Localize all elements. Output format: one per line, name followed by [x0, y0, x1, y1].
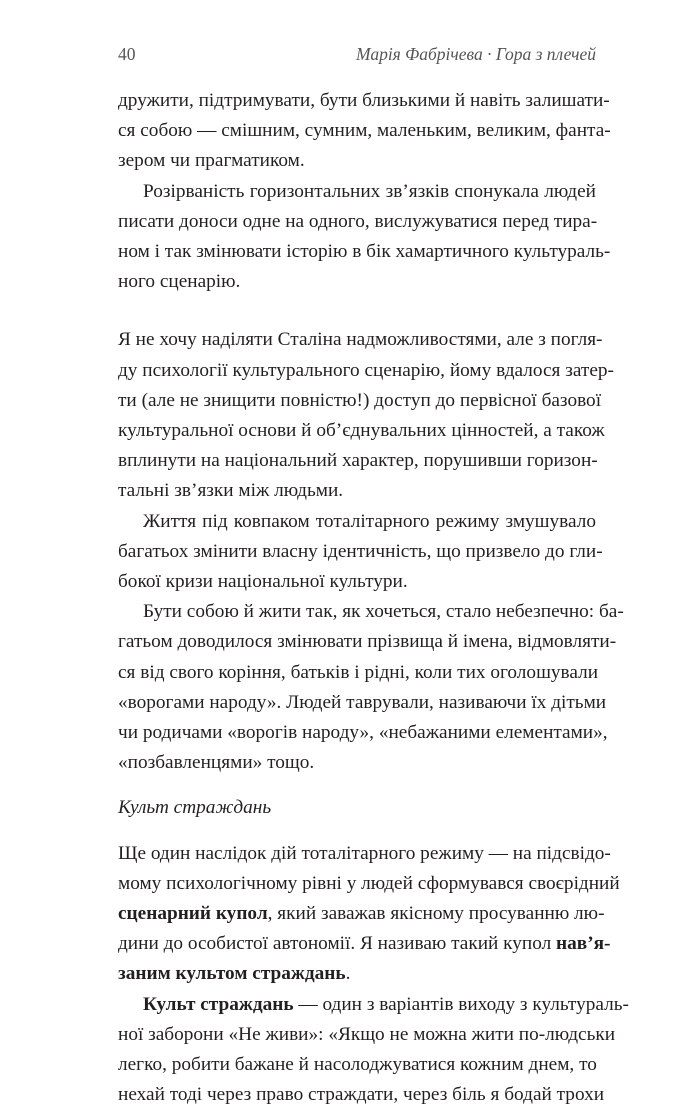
page-number: 40: [118, 44, 136, 64]
bold-term: нав’я-: [556, 933, 611, 955]
text-line: мому психологічному рівні у людей сформувався своєрідний: [118, 872, 620, 894]
section-break: [118, 824, 596, 839]
text-line: [118, 899, 605, 929]
text-line: ного сценарію.: [118, 271, 241, 293]
text-line: [118, 929, 611, 959]
text-line: ся собою — смішним, сумним, маленьким, великим, фанта-: [118, 120, 611, 142]
text-fragment: дини до особистої автономії. Я називаю такий купол: [118, 933, 557, 955]
text-line: Ще один наслідок дій тоталітарного режиму — на підсвідо-: [118, 842, 611, 864]
text-line: «ворогами народу». Людей таврували, називаючи їх дітьми: [118, 691, 607, 713]
section-break: [118, 778, 596, 793]
text-line: вплинути на національний характер, порушивши горизон-: [118, 450, 598, 472]
section-break: [118, 297, 596, 325]
section-subheading: Культ страждань: [118, 797, 272, 819]
text-fragment: — один з варіантів виходу з культураль-: [293, 993, 629, 1015]
text-line: ної заборони «Не живи»: «Якщо не можна жити по-людськи: [118, 1023, 616, 1045]
text-line: Бути собою й жити так, як хочеться, стало небезпечно: ба-: [143, 601, 624, 623]
text-line: тальні зв’язки між людьми.: [118, 480, 344, 502]
text-line: «позбавленцями» тощо.: [118, 752, 315, 774]
text-line: Я не хочу наділяти Сталіна надможливостями, але з погля-: [118, 329, 603, 351]
text-line: ти (але не знищити повністю!) доступ до первісної базової: [118, 389, 602, 411]
text-fragment: .: [345, 963, 351, 985]
text-line: ду психології культурального сценарію, йому вдалося затер-: [118, 359, 614, 381]
text-line: писати доноси одне на одного, вислужуватися перед тира-: [118, 210, 598, 232]
text-fragment: , який заважав якісному просуванню лю-: [267, 903, 605, 925]
text-line: чи родичами «ворогів народу», «небажаними елементами»,: [118, 722, 608, 744]
page-header: [118, 44, 596, 65]
text-line: Розірваність горизонтальних зв’язків спонукала людей: [143, 180, 596, 202]
text-line: культуральної основи й об’єднувальних цінностей, а також: [118, 420, 605, 442]
text-line: легко, робити бажане й насолоджуватися кожним днем, то: [118, 1054, 597, 1076]
text-line: ном і так змінювати історію в бік хамартичного культураль-: [118, 241, 611, 263]
text-line: Життя під ковпаком тоталітарного режиму змушувало: [143, 510, 596, 532]
body-text: [118, 86, 629, 1111]
running-title: Марія Фабрічева · Гора з плечей: [355, 44, 596, 64]
text-line: [118, 959, 596, 989]
text-line: дружити, підтримувати, бути близькими й навіть залишати-: [118, 90, 610, 111]
text-line: нехай тоді через право страждати, через біль я бодай трохи: [118, 1084, 605, 1106]
text-line: багатьох змінити власну ідентичність, що призвело до гли-: [118, 540, 603, 562]
text-line: [118, 990, 629, 1020]
text-line: ся від свого коріння, батьків і рідні, коли тих оголошували: [118, 661, 599, 683]
bold-term: заним культом страждань: [118, 963, 346, 985]
text-line: зером чи прагматиком.: [118, 150, 305, 172]
bold-term: сценарний купол: [118, 903, 268, 925]
text-line: бокої кризи національної культури.: [118, 571, 408, 593]
text-line: гатьом доводилося змінювати прізвища й імена, відмовляти-: [118, 631, 617, 653]
bold-term: Культ страждань: [143, 993, 294, 1015]
